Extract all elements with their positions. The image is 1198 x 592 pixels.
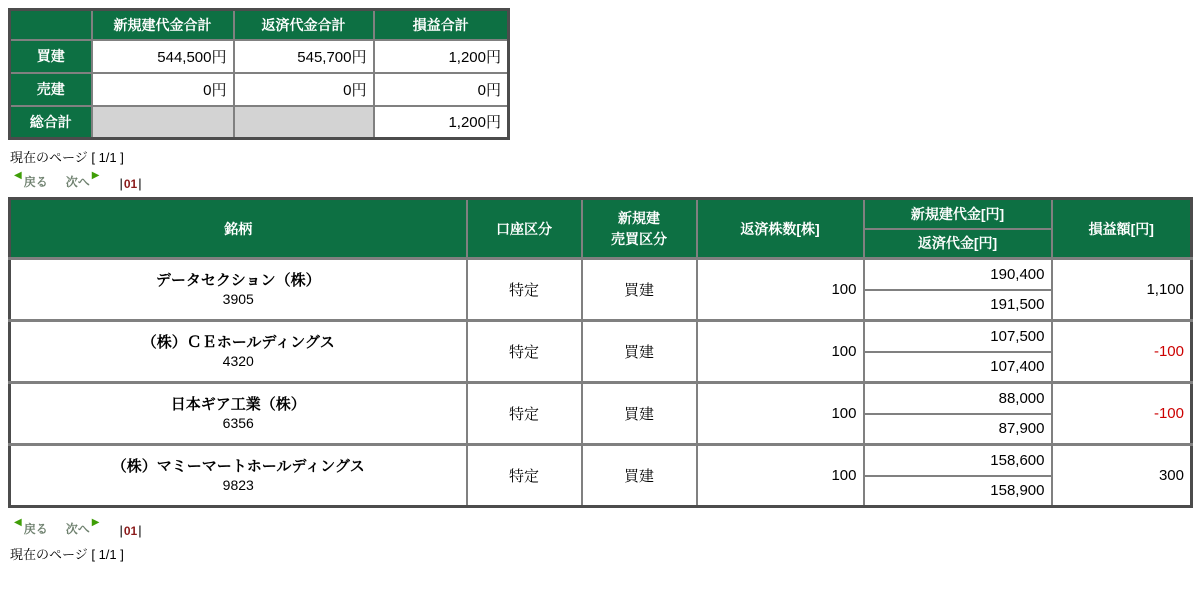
account-type-cell: 特定 <box>467 383 582 445</box>
table-row <box>10 383 1192 414</box>
table-row <box>10 445 1192 476</box>
positions-table <box>8 197 1193 508</box>
table-row <box>10 321 1192 352</box>
col-header-trade-type-line2: 売買区分 <box>611 230 667 247</box>
trade-side-cell: 買建 <box>582 383 697 445</box>
page-indicator-bar-right: | <box>138 175 142 191</box>
trade-side-cell: 買建 <box>582 445 697 507</box>
pager-top <box>12 169 1190 189</box>
pnl-cell: 1,100 <box>1052 259 1192 321</box>
summary-long-close-total: 545,700円 <box>234 40 374 73</box>
stock-name: 日本ギア工業（株） <box>170 396 306 413</box>
account-type-cell: 特定 <box>467 259 582 321</box>
summary-row-label-long: 買建 <box>10 40 92 73</box>
pnl-cell: -100 <box>1052 321 1192 383</box>
open-amount-cell: 107,500 <box>864 321 1052 352</box>
pager-bottom <box>12 516 1190 536</box>
summary-grand-open-disabled-cell <box>92 106 234 139</box>
next-button[interactable] <box>65 170 102 189</box>
stock-name: （株）ＣＥホールディングス <box>141 334 335 351</box>
col-header-shares: 返済株数[株] <box>697 199 864 259</box>
back-button-label: 戻る <box>23 175 48 189</box>
col-header-trade-type <box>582 199 697 259</box>
account-type-cell: 特定 <box>467 321 582 383</box>
summary-row-label-short: 売建 <box>10 73 92 106</box>
summary-header-row <box>10 10 509 40</box>
summary-short-close-total: 0円 <box>234 73 374 106</box>
summary-grand-pnl-total: 1,200円 <box>374 106 509 139</box>
summary-col-open-total: 新規建代金合計 <box>92 10 234 40</box>
positions-table-header <box>10 199 1192 259</box>
next-button-label: 次へ <box>65 175 90 189</box>
shares-cell: 100 <box>697 259 864 321</box>
stock-code: 3905 <box>222 291 254 307</box>
pnl-cell: 300 <box>1052 445 1192 507</box>
open-amount-cell: 190,400 <box>864 259 1052 290</box>
symbol-cell <box>10 321 467 383</box>
back-button[interactable] <box>12 517 48 536</box>
col-header-close-amount: 返済代金[円] <box>864 229 1052 259</box>
back-arrow-icon: ◀ <box>14 517 22 528</box>
close-amount-cell: 191,500 <box>864 290 1052 321</box>
next-arrow-icon: ▶ <box>91 170 100 181</box>
shares-cell: 100 <box>697 445 864 507</box>
summary-col-close-total: 返済代金合計 <box>234 10 374 40</box>
summary-row-label-grand-total: 総合計 <box>10 106 92 139</box>
col-header-open-amount: 新規建代金[円] <box>864 199 1052 229</box>
back-button[interactable] <box>12 170 48 189</box>
summary-col-pnl-total: 損益合計 <box>374 10 509 40</box>
symbol-cell <box>10 383 467 445</box>
page-indicator-bar-left: | <box>119 175 123 191</box>
page-number-link[interactable] <box>119 176 141 191</box>
current-page-label-bottom: 現在のページ [ 1/1 ] <box>10 547 124 562</box>
next-button-label: 次へ <box>65 522 90 536</box>
page-number: 01 <box>123 176 138 191</box>
stock-name: （株）マミーマートホールディングス <box>111 458 365 475</box>
close-amount-cell: 87,900 <box>864 414 1052 445</box>
summary-short-pnl-total: 0円 <box>374 73 509 106</box>
close-amount-cell: 107,400 <box>864 352 1052 383</box>
open-amount-cell: 158,600 <box>864 445 1052 476</box>
summary-grand-close-disabled-cell <box>234 106 374 139</box>
next-arrow-icon: ▶ <box>91 517 100 528</box>
back-arrow-icon: ◀ <box>14 170 22 181</box>
summary-short-open-total: 0円 <box>92 73 234 106</box>
open-amount-cell: 88,000 <box>864 383 1052 414</box>
close-amount-cell: 158,900 <box>864 476 1052 507</box>
summary-corner-cell <box>10 10 92 40</box>
table-row <box>10 259 1192 290</box>
trade-side-cell: 買建 <box>582 259 697 321</box>
stock-name: データセクション（株） <box>155 272 321 289</box>
trade-side-cell: 買建 <box>582 321 697 383</box>
page-number: 01 <box>123 523 138 538</box>
summary-row-long <box>10 40 509 73</box>
col-header-account-type: 口座区分 <box>467 199 582 259</box>
page-number-link[interactable] <box>119 523 141 538</box>
summary-long-pnl-total: 1,200円 <box>374 40 509 73</box>
col-header-trade-type-line1: 新規建 <box>618 209 660 226</box>
stock-code: 4320 <box>222 353 254 369</box>
col-header-symbol: 銘柄 <box>10 199 467 259</box>
page-indicator-bar-right: | <box>138 522 142 538</box>
stock-code: 9823 <box>222 477 254 493</box>
next-button[interactable] <box>65 517 102 536</box>
margin-summary-table <box>8 8 510 140</box>
account-type-cell: 特定 <box>467 445 582 507</box>
pnl-cell: -100 <box>1052 383 1192 445</box>
summary-row-short <box>10 73 509 106</box>
page-indicator-bar-left: | <box>119 522 123 538</box>
symbol-cell <box>10 445 467 507</box>
stock-code: 6356 <box>222 415 254 431</box>
shares-cell: 100 <box>697 383 864 445</box>
summary-long-open-total: 544,500円 <box>92 40 234 73</box>
back-button-label: 戻る <box>23 522 48 536</box>
shares-cell: 100 <box>697 321 864 383</box>
current-page-label-top: 現在のページ [ 1/1 ] <box>10 150 124 165</box>
col-header-profit-loss: 損益額[円] <box>1052 199 1192 259</box>
summary-row-grand-total <box>10 106 509 139</box>
symbol-cell <box>10 259 467 321</box>
